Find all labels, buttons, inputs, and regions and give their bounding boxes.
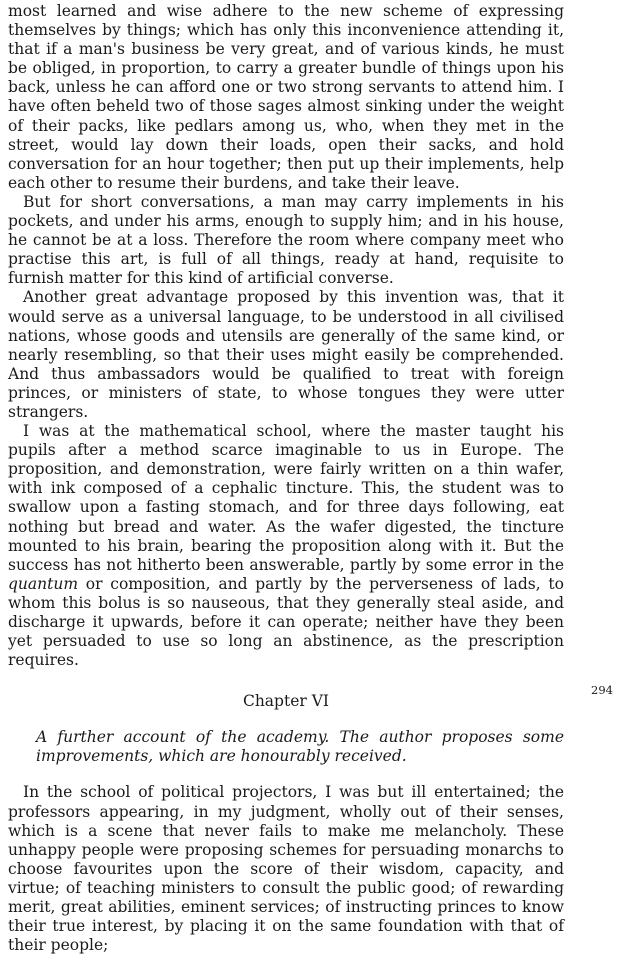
page-body — [8, 2, 564, 955]
chapter-heading: Chapter VI — [242, 692, 330, 711]
school-text-part2: or composition, and partly by the perverseness of lads, to whom this bolus is so nauseous, that they generally steal aside, and discharge it upwards, before it can operate; neither have they been yet persuaded to use so long an abstinence, as the prescription requires. — [8, 574, 564, 670]
paragraph-short-conversations: But for short conversations, a man may carry implements in his pockets, and under his arms, enough to supply him; and in his house, he cannot be at a loss. Therefore the room where company meet who practise this art, is full of all things, ready at hand, requisite to furnish matter for this kind of artificial converse. — [8, 192, 564, 288]
paragraph-universal-language: Another great advantage proposed by this invention was, that it would serve as a universal language, to be understood in all civilised nations, whose goods and utensils are generally of the same kind, or nearly resembling, so that their uses might easily be comprehended. And thus ambassadors would be qualified to treat with foreign princes, or ministers of state, to whose tongues they were utter strangers. — [8, 288, 564, 421]
chapter-summary: A further account of the academy. The author proposes some improvements, which are honourably received. — [36, 728, 564, 766]
paragraph-mathematical-school — [8, 422, 564, 670]
paragraph-political-projectors: In the school of political projectors, I was but ill entertained; the professors appearing, in my judgment, wholly out of their senses, which is a scene that never fails to make me melancholy. These unhappy people were proposing schemes for persuading monarchs to choose favourites upon the score of their wisdom, capacity, and virtue; of teaching ministers to consult the public good; of rewarding merit, great abilities, eminent services; of instructing princes to know their true interest, by placing it on the same foundation with that of their people; — [8, 783, 564, 955]
paragraph-packs-of-things: most learned and wise adhere to the new scheme of expressing themselves by things; which has only this inconvenience attending it, that if a man's business be very great, and of various kinds, he must be obliged, in proportion, to carry a greater bundle of things upon his back, unless he can afford one or two strong servants to attend him. I have often beheld two of those sages almost sinking under the weight of their packs, like pedlars among us, who, when they met in the street, would lay down their loads, open their sacks, and hold conversation for an hour together; then put up their implements, help each other to resume their burdens, and take their leave. — [8, 2, 564, 192]
school-text-part1: I was at the mathematical school, where the master taught his pupils after a method scarce imaginable to us in Europe. The proposition, and demonstration, were fairly written on a thin wafer, with ink composed of a cephalic tincture. This, the student was to swallow upon a fasting stomach, and for three days following, eat nothing but bread and water. As the wafer digested, the tincture mounted to his brain, bearing the proposition along with it. But the success has not hitherto been answerable, partly by some error in the — [8, 422, 564, 574]
italic-quantum: quantum — [8, 574, 79, 593]
page-number: 294 — [591, 683, 613, 697]
